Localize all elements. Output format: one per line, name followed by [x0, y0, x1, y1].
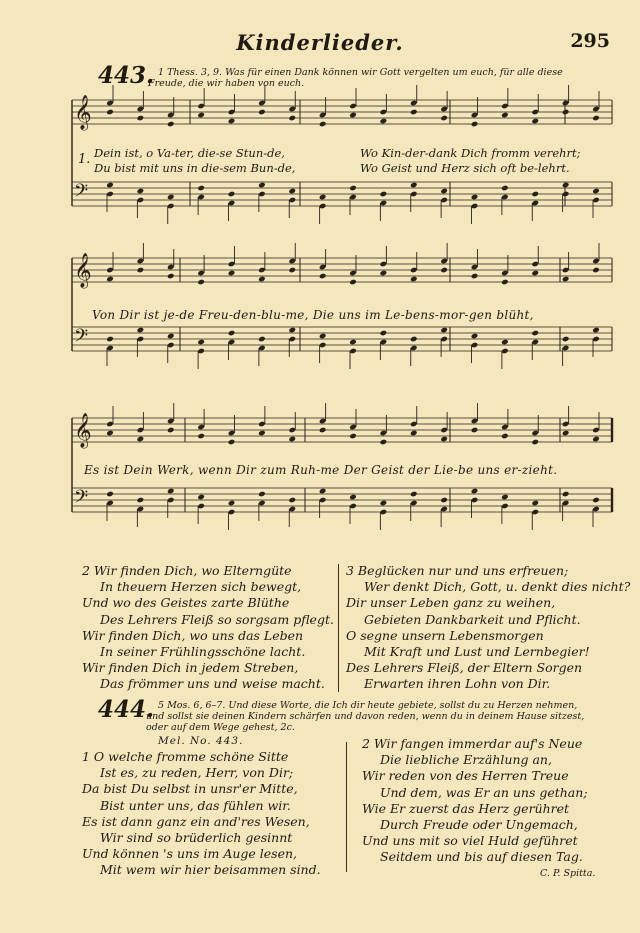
note-head	[592, 267, 600, 274]
lyrics-line-1a: Dein ist, o Va-ter, die-se Stun-de,	[94, 146, 285, 160]
stanza-line: Mit wem wir hier beisammen sind.	[100, 862, 321, 878]
page-title: Kinderlieder.	[236, 30, 404, 55]
stanza-line: Die liebliche Erzählung an,	[380, 752, 552, 768]
note-head	[288, 267, 296, 274]
stanza-line: Und können 's uns im Auge lesen,	[82, 846, 298, 862]
note-head	[562, 491, 570, 498]
stanza-line: Ist es, zu reden, Herr, von Dir;	[100, 765, 294, 781]
note-head	[471, 273, 479, 280]
stanza-line: Des Lehrers Fleiß, der Eltern Sorgen	[346, 660, 583, 676]
note-head	[106, 430, 114, 437]
note-head	[258, 336, 266, 343]
note-head	[288, 497, 296, 504]
note-head	[501, 185, 509, 192]
note-head	[319, 488, 327, 495]
note-head	[380, 270, 388, 277]
note-head	[531, 191, 539, 198]
note-head	[440, 327, 448, 334]
note-head	[167, 121, 175, 128]
stanza-line: Des Lehrers Fleiß so sorgsam pflegt.	[100, 611, 334, 627]
note-head	[592, 188, 600, 195]
stanza-line: Wir sind so brüderlich gesinnt	[100, 829, 293, 845]
stanza-line: In seiner Frühlingsschöne lacht.	[100, 643, 306, 659]
note-head	[562, 182, 570, 189]
bass-clef-icon: 𝄢	[74, 181, 89, 206]
note-head	[410, 430, 418, 437]
note-head	[228, 270, 236, 277]
treble-clef-icon: 𝄞	[74, 253, 92, 288]
note-head	[228, 330, 236, 337]
treble-clef-icon: 𝄞	[74, 95, 92, 130]
stanza-line: Wer denkt Dich, Gott, u. denkt dies nicht?	[364, 579, 631, 595]
lyrics-line-4: Es ist Dein Werk, wenn Dir zum Ruh-me Der Geist der Lie-be uns er-zieht.	[84, 463, 558, 477]
hymn-443-number: 443.	[98, 62, 155, 89]
note-head	[137, 497, 145, 504]
note-head	[197, 279, 205, 286]
note-head	[349, 433, 357, 440]
stanza-line: Es ist dann ganz ein and'res Wesen,	[82, 813, 310, 829]
note-head	[349, 339, 357, 346]
hymn-444-stanza-2	[362, 736, 588, 866]
note-head	[258, 109, 266, 116]
column-divider	[338, 564, 339, 692]
note-head	[197, 433, 205, 440]
note-head	[137, 188, 145, 195]
stanza-line: Seitdem und bis auf diesen Tag.	[380, 849, 583, 865]
note-head	[167, 194, 175, 201]
note-head	[440, 436, 448, 443]
stanza-line: Mit Kraft und Lust und Lernbegier!	[364, 643, 590, 659]
note-head	[197, 112, 205, 119]
note-head	[410, 491, 418, 498]
lyrics-line-1b: Wo Kin-der-dank Dich fromm verehrt;	[360, 146, 581, 160]
note-head	[106, 491, 114, 498]
note-head	[471, 121, 479, 128]
note-head	[228, 500, 236, 507]
hymn-444-number: 444.	[98, 696, 155, 723]
stanza-line: Und uns mit so viel Huld geführet	[362, 833, 578, 849]
stanza-line: 3 Beglücken nur und uns erfreuen;	[346, 563, 569, 578]
stanza-line: In theuern Herzen sich bewegt,	[100, 579, 302, 595]
note-head	[410, 276, 418, 283]
note-head	[167, 488, 175, 495]
note-head	[501, 339, 509, 346]
stanza-line: 1 O welche fromme schöne Sitte	[82, 749, 289, 764]
note-head	[258, 276, 266, 283]
note-head	[501, 494, 509, 501]
note-head	[471, 488, 479, 495]
note-head	[592, 115, 600, 122]
page-number: 295	[570, 30, 610, 52]
note-head	[380, 118, 388, 125]
note-head	[410, 182, 418, 189]
note-head	[349, 185, 357, 192]
note-head	[410, 109, 418, 116]
note-head	[501, 112, 509, 119]
note-head	[410, 336, 418, 343]
note-head	[137, 436, 145, 443]
hymn-444-reference-3: oder auf dem Wege gehest, 2c.	[146, 722, 295, 733]
note-head	[167, 427, 175, 434]
note-head	[562, 336, 570, 343]
note-head	[319, 121, 327, 128]
stanza-line: Und dem, was Er an uns gethan;	[380, 784, 588, 800]
note-head	[106, 276, 114, 283]
note-head	[258, 491, 266, 498]
note-head	[319, 333, 327, 340]
note-head	[228, 191, 236, 198]
note-head	[440, 115, 448, 122]
stanza-line: 2 Wir finden Dich, wo Elterngüte	[82, 563, 292, 578]
stanza-line: Erwarten ihren Lohn von Dir.	[364, 676, 551, 692]
hymn-444-author: C. P. Spitta.	[540, 868, 596, 879]
stanza-line: Das frömmer uns und weise macht.	[100, 676, 325, 692]
note-head	[349, 279, 357, 286]
note-head	[288, 115, 296, 122]
note-head	[531, 270, 539, 277]
note-head	[592, 497, 600, 504]
note-head	[531, 330, 539, 337]
note-head	[197, 494, 205, 501]
note-head	[380, 191, 388, 198]
hymn-444-reference-2: und sollst sie deinen Kindern schärfen und davon reden, wenn du in deinem Hause sitzest,	[146, 711, 585, 722]
bass-clef-icon: 𝄢	[74, 326, 89, 351]
note-head	[197, 339, 205, 346]
lyrics-line-2a: Du bist mit uns in die-sem Bun-de,	[94, 161, 296, 175]
note-head	[319, 273, 327, 280]
note-head	[471, 194, 479, 201]
note-head	[440, 497, 448, 504]
hymn-443-reference: 1 Thess. 3, 9. Was für einen Dank können wir Gott vergelten um euch, für alle diese	[158, 67, 563, 78]
note-head	[137, 327, 145, 334]
note-head	[167, 273, 175, 280]
treble-clef-icon: 𝄞	[74, 413, 92, 448]
note-head	[288, 188, 296, 195]
stanza-line: Wir reden von des Herren Treue	[362, 768, 569, 784]
stanza-line: Dir unser Leben ganz zu weihen,	[346, 595, 556, 611]
note-head	[137, 115, 145, 122]
note-head	[471, 427, 479, 434]
note-head	[380, 439, 388, 446]
note-head	[106, 182, 114, 189]
note-head	[471, 333, 479, 340]
note-head	[562, 276, 570, 283]
stanza-line: Bist unter uns, das fühlen wir.	[100, 797, 291, 813]
note-head	[380, 330, 388, 337]
stanza-line: Da bist Du selbst in unsr'er Mitte,	[82, 781, 298, 797]
note-head	[288, 436, 296, 443]
note-head	[319, 194, 327, 201]
hymn-443-stanza-3	[346, 563, 630, 693]
note-head	[288, 327, 296, 334]
note-head	[592, 436, 600, 443]
hymn-444-stanza-1	[82, 749, 321, 879]
stanza-line: O segne unsern Lebensmorgen	[346, 627, 544, 643]
note-head	[592, 327, 600, 334]
stanza-line: Gebieten Dankbarkeit und Pflicht.	[364, 611, 581, 627]
note-head	[562, 109, 570, 116]
note-head	[562, 430, 570, 437]
note-head	[531, 118, 539, 125]
note-head	[380, 500, 388, 507]
note-head	[106, 109, 114, 116]
note-head	[531, 500, 539, 507]
note-head	[440, 188, 448, 195]
note-head	[349, 112, 357, 119]
verse-marker: 1.	[78, 152, 91, 167]
note-head	[258, 430, 266, 437]
note-head	[228, 439, 236, 446]
note-head	[501, 433, 509, 440]
hymn-444-melody: Mel. No. 443.	[158, 735, 244, 747]
hymn-443-stanza-2	[82, 563, 334, 693]
stanza-line: Durch Freude oder Ungemach,	[380, 816, 578, 832]
note-head	[137, 267, 145, 274]
stanza-line: Wir finden Dich in jedem Streben,	[82, 660, 299, 676]
note-head	[167, 333, 175, 340]
note-head	[319, 427, 327, 434]
note-head	[531, 439, 539, 446]
stanza-line: Und wo des Geistes zarte Blüthe	[82, 595, 290, 611]
note-head	[349, 494, 357, 501]
bass-clef-icon: 𝄢	[74, 487, 89, 512]
note-head	[440, 267, 448, 274]
lyrics-line-3: Von Dir ist je-de Freu-den-blu-me, Die uns im Le-bens-mor-gen blüht,	[92, 308, 534, 322]
stanza-line: Wie Er zuerst das Herz gerühret	[362, 800, 570, 816]
stanza-line: 2 Wir fangen immerdar auf's Neue	[362, 736, 583, 751]
note-head	[197, 185, 205, 192]
note-head	[228, 118, 236, 125]
stanza-line: Wir finden Dich, wo uns das Leben	[82, 627, 304, 643]
column-divider	[346, 742, 347, 872]
note-head	[258, 182, 266, 189]
hymn-444-reference: 5 Mos. 6, 6–7. Und diese Worte, die Ich dir heute gebiete, sollst du zu Herzen nehmen,	[158, 700, 578, 711]
note-head	[501, 279, 509, 286]
lyrics-line-2b: Wo Geist und Herz sich oft be-lehrt.	[360, 161, 570, 175]
note-head	[106, 336, 114, 343]
hymn-443-reference-2: Freude, die wir haben von euch.	[148, 78, 305, 89]
